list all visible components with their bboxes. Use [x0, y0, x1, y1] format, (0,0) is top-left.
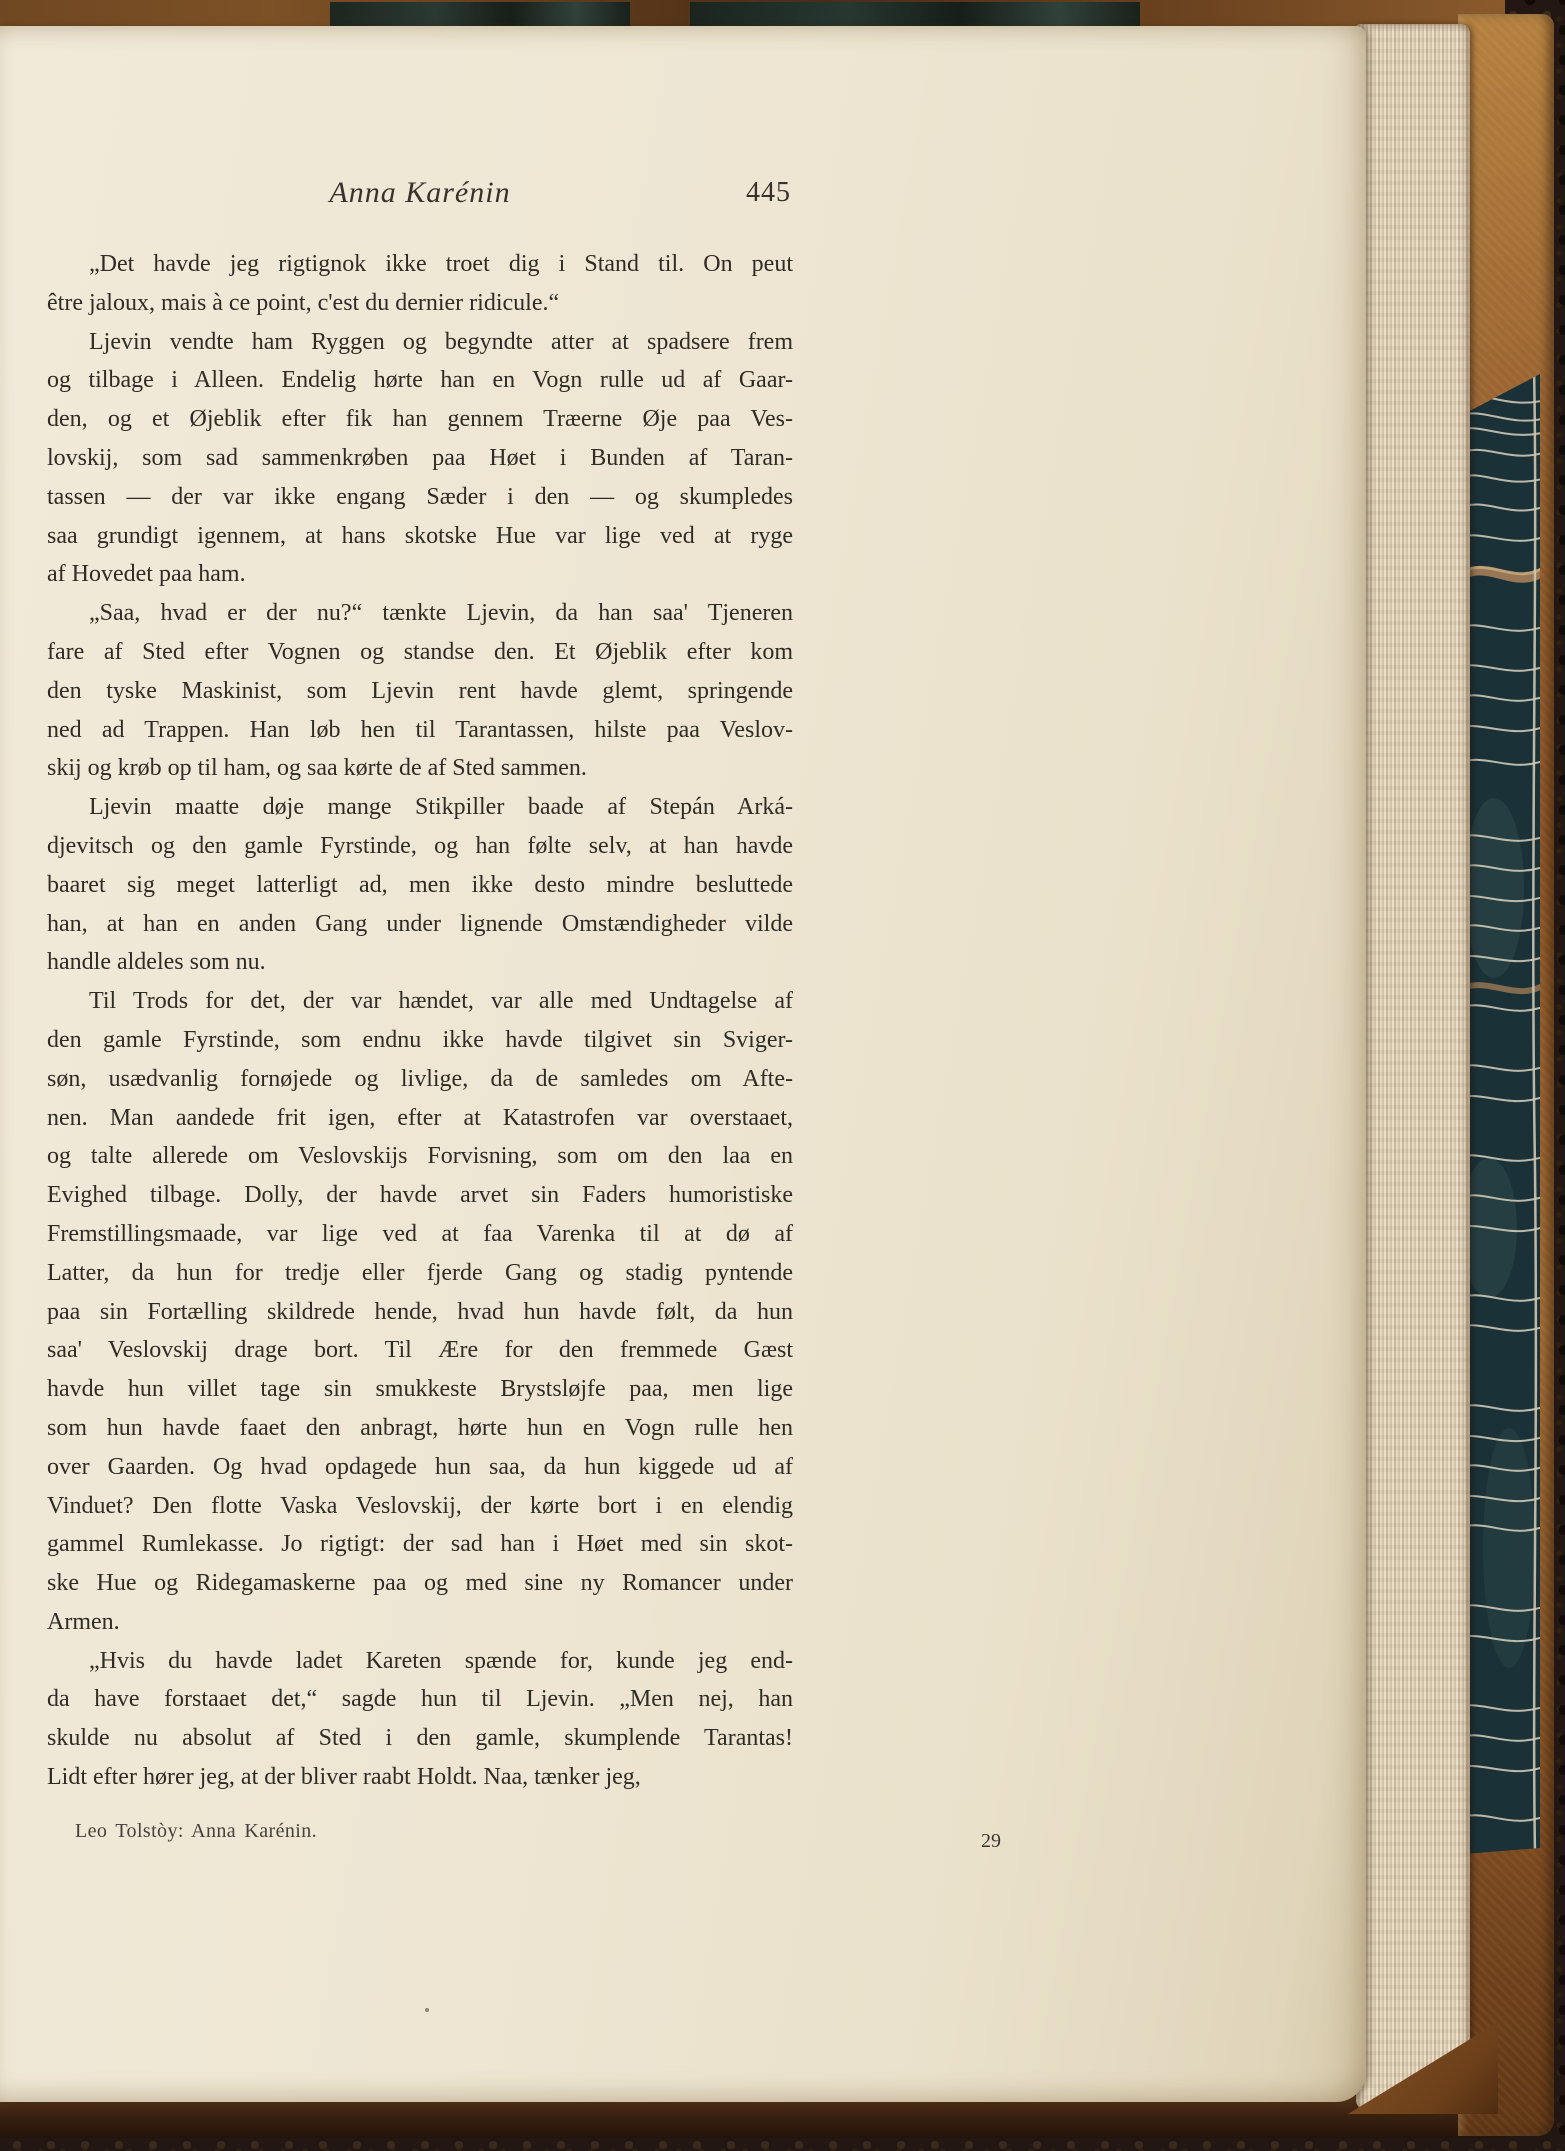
text-line: han, at han en anden Gang under lignende Omstændigheder vilde: [47, 910, 793, 937]
text-line: skulde nu absolut af Sted i den gamle, skumplende Tarantas!: [47, 1725, 793, 1752]
text-line: og talte allerede om Veslovskijs Forvisning, som om den laa en: [47, 1143, 793, 1170]
paragraph: [47, 982, 793, 1642]
paragraph: [47, 323, 793, 595]
running-head: [47, 176, 793, 218]
text-line: „Hvis du havde ladet Kareten spænde for, kunde jeg end-: [89, 1647, 793, 1674]
text-line: Latter, da hun for tredje eller fjerde Gang og stadig pyntende: [47, 1259, 793, 1286]
text-line: Armen.: [47, 1608, 120, 1635]
dust-speck: [425, 2008, 429, 2012]
book-page: [0, 26, 1366, 2102]
text-line: saa grundigt igennem, at hans skotske Hue var lige ved at ryge: [47, 522, 793, 549]
marbled-cover-strip: [1464, 368, 1540, 1854]
text-line: Vinduet? Den flotte Vaska Veslovskij, der kørte bort i en elendig: [47, 1492, 793, 1519]
text-line: Ljevin vendte ham Ryggen og begyndte atter at spadsere frem: [89, 328, 793, 355]
text-line: être jaloux, mais à ce point, c'est du dernier ridicule.“: [47, 289, 560, 316]
marbled-top-patch: [690, 2, 1140, 28]
text-line: Evighed tilbage. Dolly, der havde arvet sin Faders humoristiske: [47, 1182, 793, 1209]
paragraph: [47, 1642, 793, 1797]
text-line: djevitsch og den gamle Fyrstinde, og han følte selv, at han havde: [47, 832, 793, 859]
page-title: Anna Karénin: [329, 176, 511, 209]
text-line: da have forstaaet det,“ sagde hun til Ljevin. „Men nej, han: [47, 1686, 793, 1713]
marbled-top-patch: [330, 2, 630, 28]
paragraph: [47, 594, 793, 788]
text-line: den tyske Maskinist, som Ljevin rent havde glemt, springende: [47, 677, 793, 704]
text-line: over Gaarden. Og hvad opdagede hun saa, da hun kiggede ud af: [47, 1453, 793, 1480]
marbled-paper-texture: [1464, 368, 1540, 1854]
text-line: nen. Man aandede frit igen, efter at Katastrofen var overstaaet,: [47, 1104, 793, 1131]
text-line: Fremstillingsmaade, var lige ved at faa Varenka til at dø af: [47, 1220, 793, 1247]
text-line: handle aldeles som nu.: [47, 949, 266, 976]
paragraph: [47, 245, 793, 323]
text-line: havde hun villet tage sin smukkeste Brystsløjfe paa, men lige: [47, 1376, 793, 1403]
text-line: „Det havde jeg rigtignok ikke troet dig i Stand til. On peut: [89, 251, 793, 277]
text-line: Lidt efter hører jeg, at der bliver raabt Holdt. Naa, tænker jeg,: [47, 1764, 641, 1791]
text-line: den gamle Fyrstinde, som endnu ikke havde tilgivet sin Sviger-: [47, 1026, 793, 1053]
text-line: fare af Sted efter Vognen og standse den. Et Øjeblik efter kom: [47, 638, 793, 665]
text-line: som hun havde faaet den anbragt, hørte hun en Vogn rulle hen: [47, 1414, 793, 1441]
paragraph: [47, 788, 793, 982]
footer-imprint: Leo Tolstòy: Anna Karénin.: [75, 1820, 318, 1842]
book-bottom-edge: [0, 2096, 1512, 2138]
page-number: 445: [746, 177, 791, 208]
text-line: gammel Rumlekasse. Jo rigtigt: der sad han i Høet med sin skot-: [47, 1531, 793, 1558]
text-line: lovskij, som sad sammenkrøben paa Høet i Bunden af Taran-: [47, 444, 793, 471]
signature-mark: 29: [981, 1830, 1001, 1852]
text-line: tassen — der var ikke engang Sæder i den — og skumpledes: [47, 483, 793, 510]
text-line: den, og et Øjeblik efter fik han gennem Træerne Øje paa Ves-: [47, 406, 793, 433]
text-line: paa sin Fortælling skildrede hende, hvad hun havde følt, da hun: [47, 1298, 793, 1325]
text-line: saa' Veslovskij drage bort. Til Ære for den fremmede Gæst: [47, 1337, 793, 1364]
text-line: søn, usædvanlig fornøjede og livlige, da de samledes om Afte-: [47, 1065, 793, 1092]
text-line: Til Trods for det, der var hændet, var alle med Undtagelse af: [89, 988, 793, 1015]
text-line: baaret sig meget latterligt ad, men ikke desto mindre besluttede: [47, 871, 793, 898]
page-fore-edge: [1356, 24, 1470, 2110]
text-line: af Hovedet paa ham.: [47, 561, 246, 588]
text-line: Ljevin maatte døje mange Stikpiller baade af Stepán Arká-: [89, 794, 793, 821]
text-line: og tilbage i Alleen. Endelig hørte han en Vogn rulle ud af Gaar-: [47, 367, 793, 394]
text-line: ske Hue og Ridegamaskerne paa og med sine ny Romancer under: [47, 1570, 793, 1597]
body-text: [47, 245, 793, 1797]
text-line: „Saa, hvad er der nu?“ tænkte Ljevin, da han saa' Tjeneren: [89, 600, 793, 627]
text-line: ned ad Trappen. Han løb hen til Tarantassen, hilste paa Veslov-: [47, 716, 793, 743]
text-line: skij og krøb op til ham, og saa kørte de af Sted sammen.: [47, 755, 587, 782]
